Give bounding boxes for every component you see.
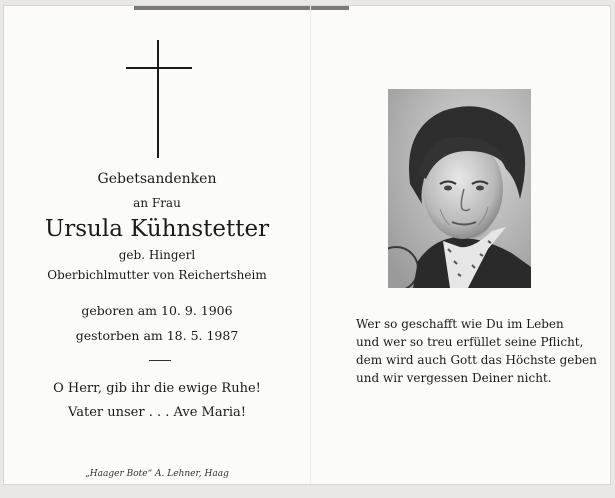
prayer-line-2: Vater unser . . . Ave Maria! [68, 405, 246, 420]
cross-icon [126, 40, 192, 158]
memorial-verse [356, 315, 597, 387]
divider [149, 360, 171, 361]
memorial-card [4, 6, 610, 484]
prayer-line-1: O Herr, gib ihr die ewige Ruhe! [53, 381, 261, 396]
death-date: gestorben am 18. 5. 1987 [75, 328, 239, 343]
maiden-name: geb. Hingerl [118, 248, 196, 262]
verse-line: dem wird auch Gott das Höchste geben [356, 353, 597, 367]
verse-line: und wer so treu erfüllet seine Pflicht, [356, 335, 584, 349]
card-header: Gebetsandenken [97, 171, 217, 187]
deceased-name: Ursula Kühnstetter [44, 216, 270, 242]
left-panel [4, 6, 310, 484]
deceased-title: Oberbichlmutter von Reichertsheim [47, 268, 267, 282]
verse-line: und wir vergessen Deiner nicht. [356, 371, 552, 385]
birth-date: geboren am 10. 9. 1906 [81, 303, 233, 318]
printer-credit: „Haager Bote“ A. Lehner, Haag [85, 469, 229, 479]
card-fold [310, 6, 311, 484]
verse-line: Wer so geschafft wie Du im Leben [356, 317, 564, 331]
an-frau-label: an Frau [133, 196, 181, 210]
portrait-photo-icon [388, 89, 531, 288]
